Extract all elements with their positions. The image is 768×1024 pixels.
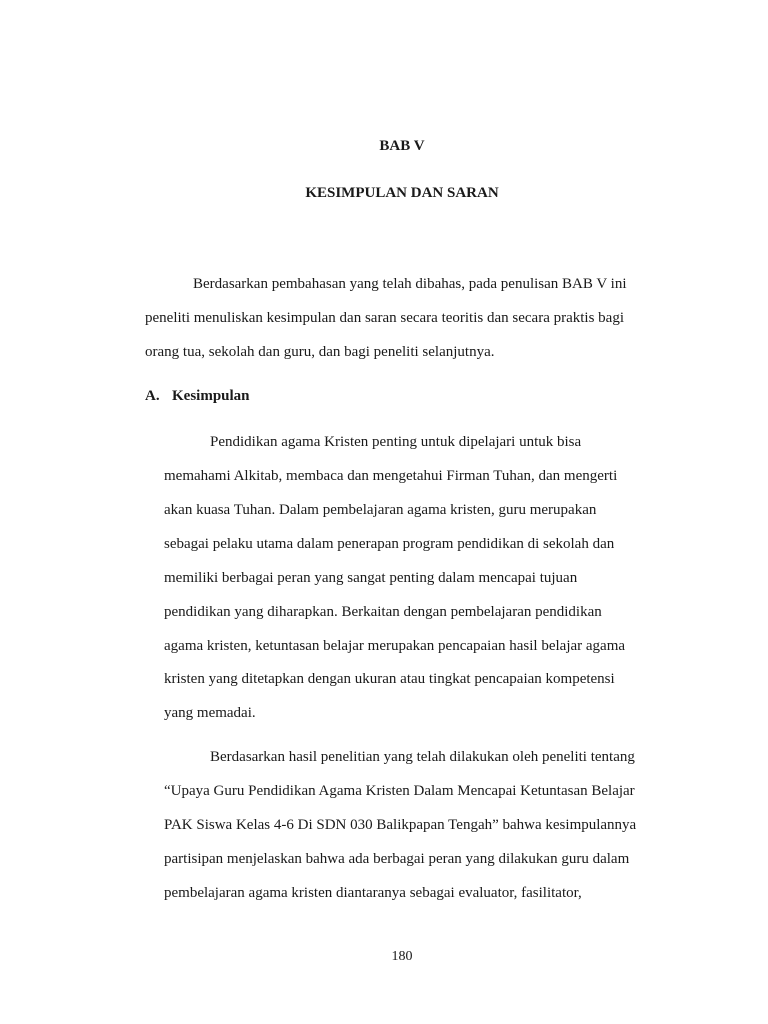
section-marker: A. <box>145 388 160 404</box>
paragraph-line: “Upaya Guru Pendidikan Agama Kristen Dalam Mencapai Ketuntasan Belajar <box>164 783 635 799</box>
paragraph-line: akan kuasa Tuhan. Dalam pembelajaran agama kristen, guru merupakan <box>164 502 597 518</box>
paragraph-line: pembelajaran agama kristen diantaranya sebagai evaluator, fasilitator, <box>164 885 582 901</box>
chapter-label: BAB V <box>379 138 425 154</box>
intro-line: Berdasarkan pembahasan yang telah dibahas, pada penulisan BAB V ini <box>193 276 627 292</box>
paragraph-line: pendidikan yang diharapkan. Berkaitan dengan pembelajaran pendidikan <box>164 604 602 620</box>
paragraph-line: Berdasarkan hasil penelitian yang telah dilakukan oleh peneliti tentang <box>210 749 635 765</box>
section-title: Kesimpulan <box>172 388 250 404</box>
paragraph-line: partisipan menjelaskan bahwa ada berbagai peran yang dilakukan guru dalam <box>164 851 630 867</box>
paragraph-line: Pendidikan agama Kristen penting untuk dipelajari untuk bisa <box>210 434 582 450</box>
paragraph-line: agama kristen, ketuntasan belajar merupakan pencapaian hasil belajar agama <box>164 638 626 654</box>
paragraph-line: kristen yang ditetapkan dengan ukuran atau tingkat pencapaian kompetensi <box>164 671 615 687</box>
paragraph-line: memiliki berbagai peran yang sangat penting dalam mencapai tujuan <box>164 570 578 586</box>
page-number: 180 <box>391 949 413 964</box>
paragraph-line: memahami Alkitab, membaca dan mengetahui Firman Tuhan, dan mengerti <box>164 468 618 484</box>
paragraph-line: sebagai pelaku utama dalam penerapan program pendidikan di sekolah dan <box>164 536 615 552</box>
paragraph-line: PAK Siswa Kelas 4-6 Di SDN 030 Balikpapan Tengah” bahwa kesimpulannya <box>164 817 637 833</box>
intro-line: orang tua, sekolah dan guru, dan bagi peneliti selanjutnya. <box>145 344 495 360</box>
section-heading-kesimpulan <box>145 388 250 405</box>
intro-line: peneliti menuliskan kesimpulan dan saran secara teoritis dan secara praktis bagi <box>145 310 624 326</box>
paragraph-line: yang memadai. <box>164 705 256 721</box>
chapter-title: KESIMPULAN DAN SARAN <box>305 185 499 201</box>
